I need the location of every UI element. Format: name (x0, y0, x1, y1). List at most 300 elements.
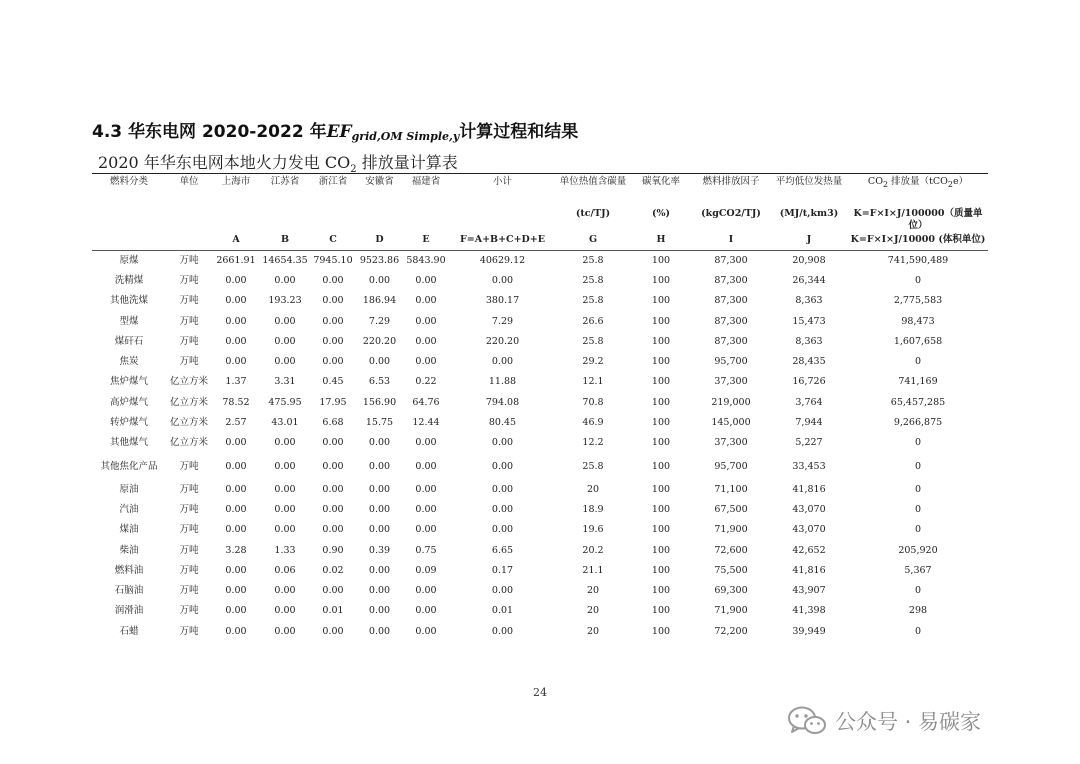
cell-unit: 万吨 (179, 356, 199, 368)
cell-fujian: 0.00 (415, 274, 437, 286)
cell-ncv: 12.2 (582, 437, 604, 449)
header-unit: 单位 (166, 174, 212, 207)
table-row (92, 250, 988, 271)
cell-shanghai: 0.00 (225, 503, 247, 515)
cell-oxidation: 100 (651, 396, 671, 408)
cell-anhui: 220.20 (362, 335, 397, 347)
cell-shanghai: 0.00 (225, 295, 247, 307)
cell-fujian: 0.22 (415, 376, 437, 388)
watermark (787, 703, 981, 739)
cell-co2: 0 (914, 483, 922, 495)
cell-zhejiang: 0.00 (322, 625, 344, 637)
cell-avg-ncv: 28,435 (792, 356, 826, 368)
unit-oxidation: (%) (651, 208, 671, 219)
cell-anhui: 0.00 (368, 503, 391, 515)
cell-jiangsu: 193.23 (268, 295, 302, 307)
cell-avg-ncv: 39,949 (792, 625, 826, 637)
units-empty (310, 206, 356, 232)
cell-avg-ncv: 16,726 (792, 376, 826, 388)
cell-subtotal: 380.17 (485, 295, 520, 307)
cell-co2: 741,169 (898, 376, 938, 388)
cell-fuel: 汽油 (119, 503, 139, 515)
cell-zhejiang: 0.00 (322, 335, 344, 347)
table-caption (98, 150, 458, 175)
cell-ncv: 26.6 (582, 315, 604, 327)
cell-oxidation: 100 (651, 483, 671, 495)
cell-fuel: 柴油 (119, 544, 139, 556)
cell-fuel: 石脑油 (114, 585, 144, 597)
cell-unit: 亿立方米 (169, 437, 208, 449)
cell-jiangsu: 0.00 (274, 625, 296, 637)
cell-avg-ncv: 8,363 (795, 335, 823, 347)
cell-ef: 87,300 (714, 254, 748, 266)
cell-ef: 95,700 (714, 460, 748, 472)
cell-co2: 65,457,285 (890, 396, 946, 408)
code-co2: K=F×I×J/10000 (体积单位) (848, 232, 988, 251)
cell-zhejiang: 17.95 (319, 396, 347, 408)
cell-ef: 87,300 (714, 335, 748, 347)
cell-co2: 0 (914, 524, 922, 536)
cell-subtotal: 0.00 (491, 274, 514, 286)
cell-co2: 298 (908, 605, 928, 617)
cell-anhui: 0.00 (368, 625, 391, 637)
cell-jiangsu: 0.00 (274, 315, 296, 327)
cell-fuel: 燃料油 (114, 564, 144, 576)
cell-fuel: 其他煤气 (109, 437, 148, 449)
cell-subtotal: 80.45 (488, 417, 517, 429)
cell-ncv: 25.8 (582, 254, 604, 266)
cell-ef: 219,000 (711, 396, 751, 408)
cell-fujian: 0.00 (415, 356, 437, 368)
cell-anhui: 0.00 (368, 437, 391, 449)
cell-co2: 0 (914, 503, 922, 515)
header-subtotal: 小计 (449, 174, 556, 207)
cell-jiangsu: 0.00 (274, 585, 296, 597)
cell-zhejiang: 6.68 (322, 417, 344, 429)
cell-subtotal: 6.65 (491, 544, 514, 556)
cell-fujian: 0.00 (415, 335, 437, 347)
cell-co2: 5,367 (904, 564, 932, 576)
cell-shanghai: 0.00 (225, 605, 247, 617)
cell-ef: 72,200 (714, 625, 748, 637)
cell-zhejiang: 0.00 (322, 503, 344, 515)
table-row (92, 332, 988, 352)
cell-fujian: 0.00 (415, 625, 437, 637)
cell-ncv: 25.8 (582, 295, 604, 307)
cell-zhejiang: 7945.10 (313, 254, 353, 266)
cell-fujian: 0.00 (415, 437, 437, 449)
cell-oxidation: 100 (651, 274, 671, 286)
units-row (92, 206, 988, 232)
cell-unit: 万吨 (179, 605, 199, 617)
cell-subtotal: 220.20 (485, 335, 520, 347)
cell-unit: 亿立方米 (169, 396, 208, 408)
cell-co2: 0 (914, 274, 922, 286)
cell-shanghai: 0.00 (225, 524, 247, 536)
code-subtotal: F=A+B+C+D+E (449, 232, 556, 251)
code-jiangsu: B (260, 232, 310, 251)
cell-fujian: 0.00 (415, 605, 437, 617)
cell-oxidation: 100 (651, 605, 671, 617)
table-row (92, 622, 988, 642)
units-empty (356, 206, 403, 232)
code-zhejiang: C (310, 232, 356, 251)
table-row (92, 500, 988, 520)
cell-ncv: 25.8 (582, 335, 604, 347)
cell-anhui: 186.94 (362, 295, 397, 307)
table-body (92, 250, 988, 642)
cell-fuel: 煤油 (119, 524, 139, 536)
cell-oxidation: 100 (651, 417, 671, 429)
cell-oxidation: 100 (651, 585, 671, 597)
cell-jiangsu: 0.00 (274, 460, 296, 472)
cell-fujian: 0.75 (415, 544, 437, 556)
cell-ef: 95,700 (714, 356, 748, 368)
cell-unit: 万吨 (179, 483, 199, 495)
cell-co2: 0 (914, 437, 922, 449)
cell-shanghai: 0.00 (225, 356, 247, 368)
cell-shanghai: 0.00 (225, 483, 247, 495)
table-row (92, 520, 988, 540)
cell-zhejiang: 0.01 (322, 605, 344, 617)
wechat-icon (787, 706, 827, 736)
table-row (92, 480, 988, 500)
units-empty (92, 206, 166, 232)
cell-anhui: 0.00 (368, 585, 391, 597)
cell-subtotal: 0.00 (491, 585, 514, 597)
cell-jiangsu: 0.00 (274, 274, 296, 286)
cell-unit: 万吨 (179, 585, 199, 597)
cell-ncv: 25.8 (582, 274, 604, 286)
cell-jiangsu: 0.00 (274, 335, 296, 347)
cell-co2: 205,920 (898, 544, 938, 556)
cell-jiangsu: 0.00 (274, 356, 296, 368)
cell-oxidation: 100 (651, 437, 671, 449)
cell-jiangsu: 0.00 (274, 503, 296, 515)
cell-ncv: 20 (586, 483, 600, 495)
cell-fujian: 0.00 (415, 483, 437, 495)
cell-ef: 37,300 (714, 376, 748, 388)
cell-subtotal: 0.00 (491, 503, 514, 515)
cell-oxidation: 100 (651, 460, 671, 472)
header-emission-factor: 燃料排放因子 (692, 174, 770, 207)
cell-ncv: 20 (586, 585, 600, 597)
cell-subtotal: 0.00 (491, 483, 514, 495)
header-avg-ncv: 平均低位发热量 (770, 174, 848, 207)
cell-unit: 万吨 (179, 254, 199, 266)
section-title-prefix: 华东电网 2020-2022 年 (128, 122, 327, 142)
cell-avg-ncv: 20,908 (792, 254, 826, 266)
cell-unit: 万吨 (179, 524, 199, 536)
codes-empty (92, 232, 166, 251)
cell-subtotal: 11.88 (488, 376, 517, 388)
cell-zhejiang: 0.45 (322, 376, 344, 388)
units-empty (403, 206, 449, 232)
table-row (92, 581, 988, 601)
code-ncv: G (556, 232, 630, 251)
ef-symbol: EF (326, 122, 352, 142)
cell-jiangsu: 475.95 (268, 396, 302, 408)
cell-jiangsu: 14654.35 (262, 254, 308, 266)
cell-unit: 万吨 (179, 274, 199, 286)
cell-co2: 0 (914, 460, 922, 472)
cell-subtotal: 0.00 (491, 625, 514, 637)
cell-anhui: 0.00 (368, 274, 391, 286)
cell-zhejiang: 0.00 (322, 524, 344, 536)
cell-avg-ncv: 42,652 (792, 544, 826, 556)
cell-ef: 67,500 (714, 503, 748, 515)
cell-shanghai: 78.52 (222, 396, 250, 408)
table-row (92, 433, 988, 453)
cell-fujian: 0.00 (415, 460, 437, 472)
unit-emission-factor: (kgCO2/TJ) (701, 208, 761, 219)
cell-shanghai: 0.00 (225, 585, 247, 597)
header-co2 (848, 174, 988, 207)
cell-fujian: 0.00 (415, 315, 437, 327)
cell-fuel: 洗精煤 (114, 274, 144, 286)
code-fujian: E (403, 232, 449, 251)
caption-text-end: 排放量计算表 (356, 153, 458, 172)
cell-fuel: 转炉煤气 (109, 417, 148, 429)
cell-ef: 72,600 (714, 544, 748, 556)
cell-unit: 万吨 (179, 625, 199, 637)
cell-avg-ncv: 26,344 (792, 274, 826, 286)
cell-fuel: 焦炭 (119, 356, 139, 368)
cell-jiangsu: 0.00 (274, 524, 296, 536)
cell-fujian: 64.76 (412, 396, 440, 408)
cell-zhejiang: 0.00 (322, 585, 344, 597)
cell-jiangsu: 0.00 (274, 437, 296, 449)
cell-unit: 万吨 (179, 503, 199, 515)
cell-ef: 37,300 (714, 437, 748, 449)
watermark-text: 公众号 · 易碳家 (835, 710, 982, 734)
code-anhui: D (356, 232, 403, 251)
cell-shanghai: 1.37 (225, 376, 247, 388)
cell-subtotal: 40629.12 (479, 254, 526, 266)
cell-shanghai: 2661.91 (216, 254, 256, 266)
header-row (92, 174, 988, 207)
cell-avg-ncv: 43,070 (792, 524, 826, 536)
cell-ef: 87,300 (714, 315, 748, 327)
cell-ef: 71,100 (714, 483, 748, 495)
code-oxidation: H (630, 232, 692, 251)
cell-co2: 0 (914, 585, 922, 597)
cell-fujian: 0.00 (415, 585, 437, 597)
cell-zhejiang: 0.00 (322, 460, 344, 472)
cell-fujian: 5843.90 (406, 254, 446, 266)
cell-fujian: 0.00 (415, 503, 437, 515)
cell-anhui: 9523.86 (359, 254, 400, 266)
cell-fuel: 其他洗煤 (109, 295, 148, 307)
cell-unit: 万吨 (179, 335, 199, 347)
cell-fuel: 其他焦化产品 (100, 460, 158, 472)
cell-unit: 万吨 (179, 460, 199, 472)
cell-anhui: 0.00 (368, 605, 391, 617)
cell-co2: 2,775,583 (893, 295, 943, 307)
cell-jiangsu: 43.01 (271, 417, 299, 429)
cell-oxidation: 100 (651, 335, 671, 347)
cell-avg-ncv: 3,764 (795, 396, 823, 408)
cell-zhejiang: 0.00 (322, 295, 344, 307)
cell-zhejiang: 0.00 (322, 483, 344, 495)
cell-co2: 741,590,489 (887, 254, 949, 266)
header-jiangsu: 江苏省 (260, 174, 310, 207)
cell-unit: 万吨 (179, 564, 199, 576)
header-co2-sub: 2 (882, 179, 889, 189)
cell-avg-ncv: 41,398 (792, 605, 826, 617)
cell-subtotal: 0.00 (491, 356, 514, 368)
cell-oxidation: 100 (651, 544, 671, 556)
header-fuel: 燃料分类 (92, 174, 166, 207)
cell-subtotal: 794.08 (485, 396, 520, 408)
header-fujian: 福建省 (403, 174, 449, 207)
cell-oxidation: 100 (651, 295, 671, 307)
header-shanghai: 上海市 (212, 174, 260, 207)
cell-ef: 71,900 (714, 605, 748, 617)
cell-fujian: 0.09 (415, 564, 437, 576)
header-co2-sub2: 2 (947, 179, 953, 189)
cell-subtotal: 0.17 (491, 564, 514, 576)
table-row (92, 393, 988, 413)
header-co2-mid: 排放量（tCO (888, 176, 948, 187)
cell-avg-ncv: 43,907 (792, 585, 826, 597)
cell-oxidation: 100 (651, 503, 671, 515)
cell-ncv: 19.6 (582, 524, 604, 536)
cell-avg-ncv: 15,473 (792, 315, 826, 327)
cell-co2: 98,473 (901, 315, 935, 327)
header-co2-end: e） (952, 176, 969, 187)
cell-fuel: 型煤 (119, 315, 139, 327)
cell-unit: 亿立方米 (169, 376, 208, 388)
cell-oxidation: 100 (651, 524, 671, 536)
ef-subscript: grid,OM Simple,y (351, 130, 460, 143)
cell-zhejiang: 0.90 (322, 544, 344, 556)
section-number: 4.3 (92, 122, 123, 142)
cell-zhejiang: 0.00 (322, 315, 344, 327)
cell-ef: 75,500 (714, 564, 748, 576)
cell-shanghai: 0.00 (225, 564, 247, 576)
table-row (92, 541, 988, 561)
cell-oxidation: 100 (651, 625, 671, 637)
table-row (92, 271, 988, 291)
cell-ncv: 21.1 (582, 564, 604, 576)
table-row (92, 373, 988, 393)
cell-unit: 万吨 (179, 315, 199, 327)
cell-subtotal: 0.00 (491, 437, 514, 449)
cell-unit: 万吨 (179, 544, 199, 556)
cell-ncv: 20 (586, 625, 600, 637)
unit-co2: K=F×I×J/100000（质量单位） (853, 208, 983, 231)
cell-subtotal: 0.01 (491, 605, 514, 617)
cell-jiangsu: 3.31 (274, 376, 296, 388)
section-title-suffix: 计算过程和结果 (459, 122, 579, 142)
cell-co2: 0 (914, 356, 922, 368)
cell-fujian: 0.00 (415, 524, 437, 536)
cell-ef: 69,300 (714, 585, 748, 597)
cell-fuel: 石蜡 (119, 625, 139, 637)
cell-avg-ncv: 41,816 (792, 564, 826, 576)
units-empty (166, 206, 212, 232)
cell-ncv: 29.2 (582, 356, 604, 368)
cell-fuel: 高炉煤气 (109, 396, 148, 408)
cell-fuel: 原油 (119, 483, 139, 495)
cell-ef: 87,300 (714, 274, 748, 286)
units-empty (449, 206, 556, 232)
cell-anhui: 0.00 (368, 524, 391, 536)
table-row (92, 352, 988, 372)
cell-ef: 145,000 (711, 417, 751, 429)
code-emission-factor: I (692, 232, 770, 251)
cell-avg-ncv: 43,070 (792, 503, 826, 515)
section-heading (92, 117, 578, 143)
cell-fuel: 原煤 (119, 254, 139, 266)
cell-subtotal: 0.00 (491, 460, 514, 472)
cell-jiangsu: 0.06 (274, 564, 296, 576)
cell-oxidation: 100 (651, 315, 671, 327)
cell-shanghai: 0.00 (225, 335, 247, 347)
caption-text: 2020 年华东电网本地火力发电 CO (98, 153, 351, 172)
code-avg-ncv: J (770, 232, 848, 251)
table-row (92, 454, 988, 480)
cell-ncv: 20 (586, 605, 600, 617)
cell-shanghai: 0.00 (225, 460, 247, 472)
cell-avg-ncv: 5,227 (795, 437, 823, 449)
cell-shanghai: 0.00 (225, 625, 247, 637)
cell-co2: 1,607,658 (893, 335, 943, 347)
cell-co2: 9,266,875 (893, 417, 943, 429)
cell-ef: 71,900 (714, 524, 748, 536)
cell-fuel: 润滑油 (114, 605, 144, 617)
cell-subtotal: 0.00 (491, 524, 514, 536)
cell-oxidation: 100 (651, 564, 671, 576)
cell-jiangsu: 0.00 (274, 483, 296, 495)
cell-avg-ncv: 33,453 (792, 460, 826, 472)
cell-anhui: 156.90 (362, 396, 397, 408)
cell-oxidation: 100 (651, 254, 671, 266)
cell-shanghai: 0.00 (225, 274, 247, 286)
header-zhejiang: 浙江省 (310, 174, 356, 207)
codes-empty (166, 232, 212, 251)
cell-anhui: 0.00 (368, 483, 391, 495)
cell-ncv: 12.1 (582, 376, 604, 388)
cell-zhejiang: 0.00 (322, 274, 344, 286)
cell-avg-ncv: 41,816 (792, 483, 826, 495)
cell-ncv: 46.9 (582, 417, 604, 429)
cell-shanghai: 0.00 (225, 315, 247, 327)
cell-subtotal: 7.29 (491, 315, 514, 327)
units-empty (260, 206, 310, 232)
cell-ncv: 25.8 (582, 460, 604, 472)
cell-ncv: 18.9 (582, 503, 604, 515)
table-row (92, 312, 988, 332)
cell-unit: 万吨 (179, 295, 199, 307)
cell-oxidation: 100 (651, 356, 671, 368)
cell-jiangsu: 1.33 (274, 544, 296, 556)
header-ncv: 单位热值含碳量 (556, 174, 630, 207)
cell-ncv: 70.8 (582, 396, 604, 408)
cell-ef: 87,300 (714, 295, 748, 307)
cell-shanghai: 3.28 (225, 544, 247, 556)
cell-zhejiang: 0.00 (322, 356, 344, 368)
page-number: 24 (533, 686, 547, 699)
table-row (92, 413, 988, 433)
table-row (92, 602, 988, 622)
cell-anhui: 15.75 (365, 417, 394, 429)
unit-avg-ncv: (MJ/t,km3) (779, 208, 839, 219)
table-row (92, 291, 988, 311)
cell-avg-ncv: 8,363 (795, 295, 823, 307)
cell-ncv: 20.2 (582, 544, 604, 556)
